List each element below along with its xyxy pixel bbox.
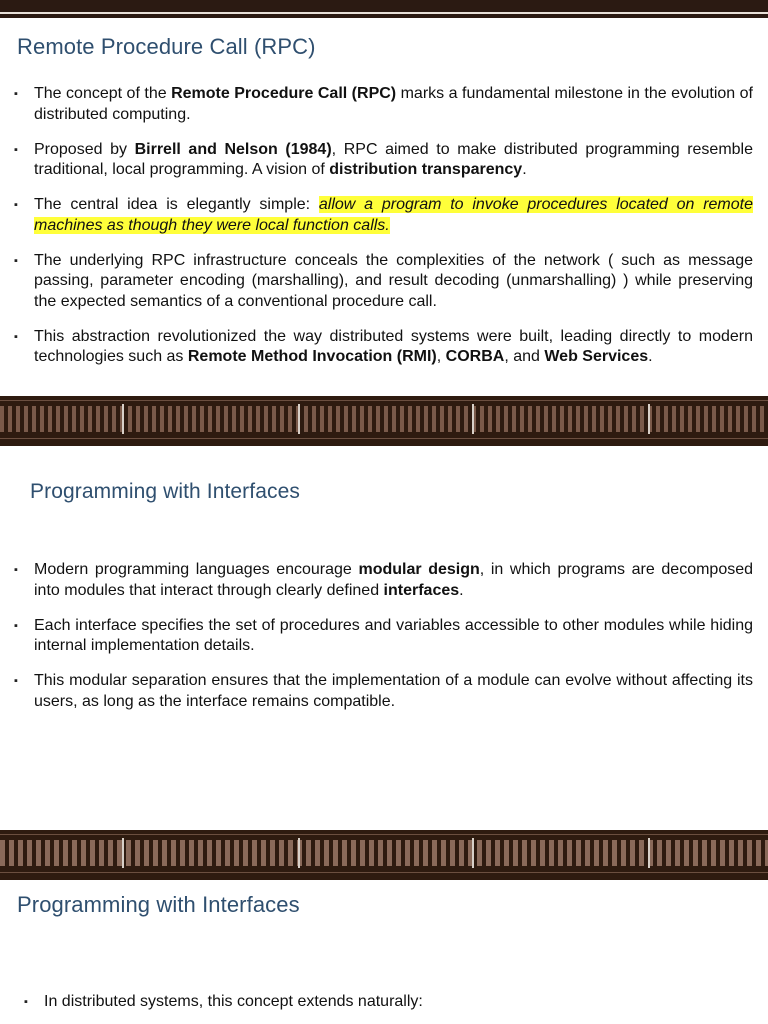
bullet-text: . xyxy=(522,161,527,178)
bold-text: distribution transparency xyxy=(329,161,523,178)
bullet-item xyxy=(14,616,753,657)
divider-stripes xyxy=(0,840,768,866)
divider-tick xyxy=(122,838,124,868)
divider-tick xyxy=(122,404,124,434)
bullet-text: , and xyxy=(504,348,545,365)
bold-text: interfaces xyxy=(383,581,460,599)
bullet-list xyxy=(14,560,753,727)
bullet-list xyxy=(24,992,754,1024)
slide-interfaces-continued xyxy=(0,880,768,1024)
highlighted-text: allow a program to invoke procedures located on remote machines as though they were local function calls. xyxy=(34,196,754,234)
bullet-text: . xyxy=(648,348,653,365)
divider-stripes xyxy=(0,406,768,432)
divider-tick xyxy=(648,404,650,434)
divider-line xyxy=(0,872,768,873)
bullet-text: In distributed systems, this concept extends naturally: xyxy=(44,993,423,1010)
divider-tick xyxy=(648,838,650,868)
divider-line xyxy=(0,834,768,835)
slide-interfaces xyxy=(0,446,768,830)
bullet-item xyxy=(14,671,753,712)
bullet-text: This modular separation ensures that the implementation of a module can evolve without affecting its users, as long as the interface remains compatible. xyxy=(34,672,753,710)
bold-text: CORBA xyxy=(445,348,505,365)
divider-line xyxy=(0,438,768,439)
bullet-text: The central idea is elegantly simple: xyxy=(34,196,319,213)
bullet-text: Modern programming languages encourage xyxy=(34,561,359,578)
bullet-list xyxy=(14,84,753,382)
bullet-text: Proposed by xyxy=(34,140,135,158)
slide-title: Programming with Interfaces xyxy=(30,480,300,503)
divider-tick xyxy=(472,404,474,434)
bold-text: modular design xyxy=(358,561,480,578)
slide-title: Programming with Interfaces xyxy=(17,892,300,917)
bullet-item xyxy=(14,327,753,368)
bullet-text: This abstraction revolutionized the way distributed systems were built, leading directly to modern technologies such as xyxy=(34,327,753,365)
bold-text: Birrell and Nelson (1984) xyxy=(134,140,332,158)
bold-text: Remote Method Invocation (RMI) xyxy=(187,348,437,365)
bullet-item xyxy=(14,560,753,601)
bullet-text: The underlying RPC infrastructure conceals the complexities of the network ( such as message passing, parameter encoding (marshalling), and result decoding (unmarshalling) ) while preserving the expected semantics of a conventional procedure call. xyxy=(34,251,753,310)
bullet-text: marks a fundamental milestone in the evolution of distributed computing. xyxy=(34,85,753,123)
divider-tick xyxy=(298,404,300,434)
bullet-item xyxy=(14,251,753,313)
bullet-text: . xyxy=(459,581,464,599)
divider-line xyxy=(0,400,768,401)
bullet-text: , in which programs are decomposed into modules that interact through clearly defined xyxy=(34,561,754,599)
slide-title: Remote Procedure Call (RPC) xyxy=(17,34,316,59)
bullet-item xyxy=(24,992,754,1013)
bullet-text: , RPC aimed to make distributed programming resemble traditional, local programming. A vision of xyxy=(34,140,754,178)
slide-rpc xyxy=(0,0,768,396)
bullet-text: , xyxy=(436,348,446,365)
slide-divider xyxy=(0,396,768,446)
slide-divider xyxy=(0,830,768,880)
slide-top-bar xyxy=(0,0,768,18)
bullet-text: Each interface specifies the set of procedures and variables accessible to other modules while hiding internal implementation details. xyxy=(34,616,753,654)
bullet-item xyxy=(14,195,753,236)
divider-tick xyxy=(298,838,300,868)
bullet-text: The concept of the xyxy=(34,85,172,102)
bold-text: Remote Procedure Call (RPC) xyxy=(171,85,397,102)
divider-tick xyxy=(472,838,474,868)
bullet-item xyxy=(14,84,753,125)
bold-text: Web Services xyxy=(544,348,649,365)
bullet-item xyxy=(14,140,753,181)
